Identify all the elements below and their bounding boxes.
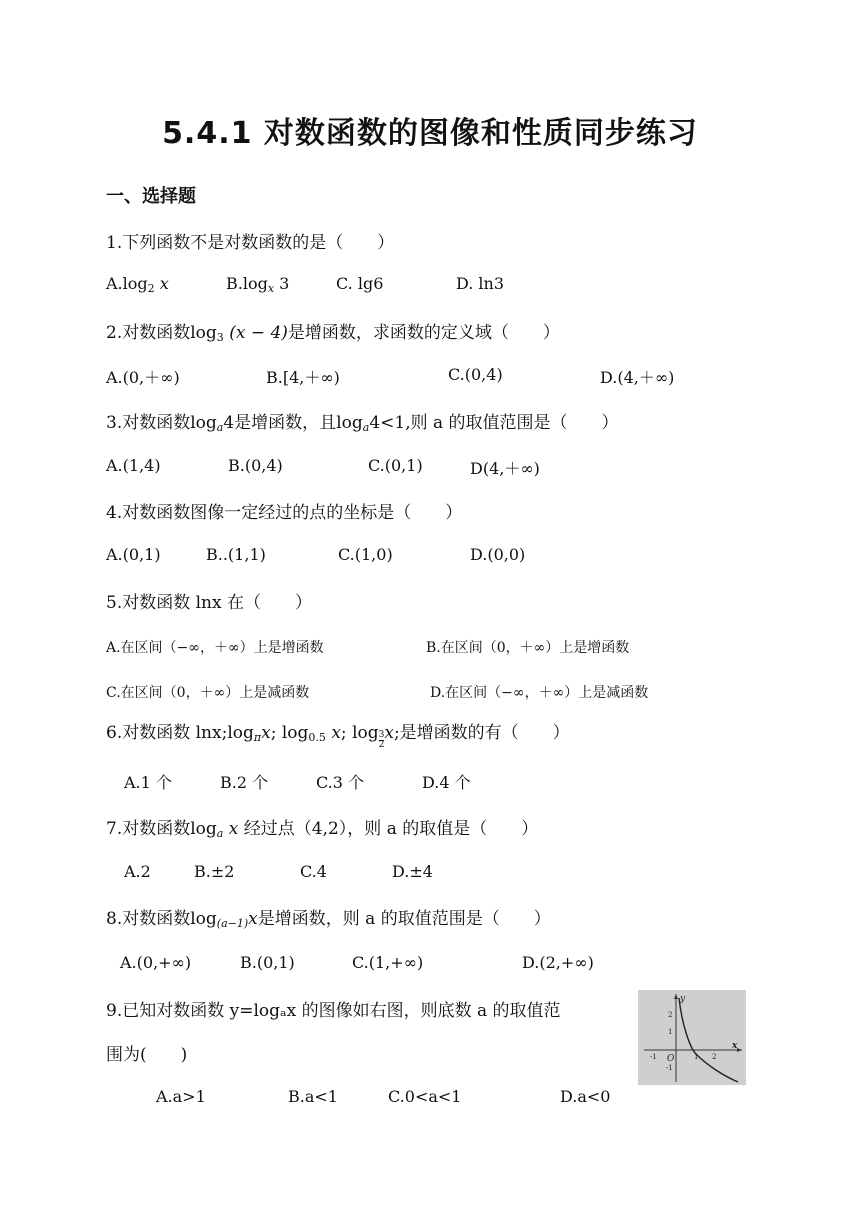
stem-text: 8.对数函数 [106, 909, 191, 929]
y-tick-1: 1 [668, 1028, 673, 1036]
q9-option-a[interactable]: A.a>1 [156, 1087, 206, 1106]
log-argument: x [261, 723, 271, 743]
log-symbol: log [336, 413, 363, 433]
q8-option-b[interactable]: B.(0,1) [240, 953, 295, 972]
question-1: 1.下列函数不是对数函数的是（ ） [106, 233, 395, 253]
log-base: x [267, 282, 275, 295]
fraction-numerator: 3 [378, 730, 385, 740]
log-function-graph [638, 990, 746, 1085]
log-argument: x [228, 819, 239, 839]
q8-option-c[interactable]: C.(1,+∞) [352, 953, 424, 972]
q3-option-d[interactable]: D(4,＋∞) [470, 459, 540, 478]
q1-option-c[interactable]: C. lg6 [336, 274, 384, 293]
option-letter: A. [106, 274, 123, 293]
q5-option-b[interactable]: B.在区间（0，＋∞）上是增函数 [426, 640, 630, 656]
fraction-denominator: 2 [378, 740, 385, 750]
q7-option-b[interactable]: B.±2 [194, 862, 235, 881]
log-base: 3 [216, 331, 224, 344]
question-9-line-1: 9.已知对数函数 y=logₐx 的图像如右图，则底数 a 的取值范 [106, 1001, 561, 1021]
section-heading: 一、选择题 [106, 186, 196, 207]
y-tick-minus-1: -1 [666, 1064, 673, 1072]
q7-option-c[interactable]: C.4 [300, 862, 327, 881]
stem-text: ;是增函数的有（ ） [393, 723, 570, 743]
log-symbol: log [190, 819, 217, 839]
stem-text: 3.对数函数 [106, 413, 191, 433]
stem-text: 2.对数函数 [106, 323, 191, 343]
stem-text: 是增函数，则 a 的取值范围是（ ） [257, 909, 551, 929]
q1-option-b[interactable] [226, 274, 289, 295]
x-axis-label: x [732, 1041, 738, 1051]
y-tick-2: 2 [668, 1011, 673, 1019]
log-argument: x [248, 909, 258, 929]
q7-option-d[interactable]: D.±4 [392, 862, 433, 881]
question-4: 4.对数函数图像一定经过的点的坐标是（ ） [106, 503, 463, 523]
stem-text: 7.对数函数 [106, 819, 191, 839]
q2-option-b[interactable]: B.[4,＋∞) [266, 368, 340, 387]
q9-option-d[interactable]: D.a<0 [560, 1087, 611, 1106]
log-argument: 3 [279, 274, 290, 293]
stem-text: 6.对数函数 lnx; [106, 723, 228, 743]
question-5: 5.对数函数 lnx 在（ ） [106, 593, 313, 613]
log-base: (a−1) [216, 917, 249, 930]
q1-option-a[interactable] [106, 274, 169, 295]
q2-option-a[interactable]: A.(0,＋∞) [106, 368, 180, 387]
y-axis-label: y [680, 994, 686, 1004]
x-tick-minus-1: -1 [650, 1053, 657, 1061]
q8-option-d[interactable]: D.(2,+∞) [522, 953, 594, 972]
question-3 [106, 408, 619, 434]
log-base: a [362, 421, 370, 434]
log-base: 0.5 [308, 731, 326, 744]
log-symbol: log [242, 274, 268, 293]
stem-text: 4是增函数，且 [223, 413, 337, 433]
log-symbol: log [122, 274, 148, 293]
x-tick-1: 1 [694, 1053, 699, 1061]
question-2 [106, 318, 560, 344]
page-title: 5.4.1 对数函数的图像和性质同步练习 [162, 116, 698, 151]
graph-background [638, 990, 746, 1085]
q3-option-b[interactable]: B.(0,4) [228, 456, 283, 475]
q1-option-d[interactable]: D. ln3 [456, 274, 505, 293]
option-letter: B. [226, 274, 243, 293]
q5-option-c[interactable]: C.在区间（0，＋∞）上是减函数 [106, 685, 310, 701]
q4-option-c[interactable]: C.(1,0) [338, 545, 393, 564]
q9-option-b[interactable]: B.a<1 [288, 1087, 338, 1106]
log-symbol: log [190, 909, 217, 929]
log-symbol: log [227, 723, 254, 743]
q4-option-d[interactable]: D.(0,0) [470, 545, 526, 564]
log-base: π [253, 731, 262, 744]
q4-option-a[interactable]: A.(0,1) [106, 545, 161, 564]
log-argument: x [384, 723, 394, 743]
log-symbol: log [190, 323, 217, 343]
log-argument: x [159, 274, 169, 293]
q8-option-a[interactable]: A.(0,+∞) [120, 953, 192, 972]
stem-text: 经过点（4,2），则 a 的取值是（ ） [238, 819, 539, 839]
question-7 [106, 814, 538, 840]
q6-option-d[interactable]: D.4 个 [422, 773, 471, 792]
q6-option-b[interactable]: B.2 个 [220, 773, 269, 792]
q7-option-a[interactable]: A.2 [124, 862, 151, 881]
stem-text: 4<1,则 a 的取值范围是（ ） [369, 413, 619, 433]
q9-option-c[interactable]: C.0<a<1 [388, 1087, 462, 1106]
log-symbol: log [190, 413, 217, 433]
q3-option-c[interactable]: C.(0,1) [368, 456, 423, 475]
log-base: a [216, 827, 224, 840]
q2-option-d[interactable]: D.(4,＋∞) [600, 368, 675, 387]
x-tick-2: 2 [712, 1053, 717, 1061]
log-argument: x [331, 723, 341, 743]
q6-option-a[interactable]: A.1 个 [124, 773, 172, 792]
log-symbol: log [352, 723, 379, 743]
log-symbol: log [281, 723, 309, 743]
q3-option-a[interactable]: A.(1,4) [106, 456, 161, 475]
q4-option-b[interactable]: B..(1,1) [206, 545, 266, 564]
question-8 [106, 904, 551, 930]
question-9-line-2: 围为( ) [106, 1045, 188, 1065]
log-base: a [216, 421, 224, 434]
q6-option-c[interactable]: C.3 个 [316, 773, 365, 792]
stem-text: 是增函数，求函数的定义域（ ） [287, 323, 560, 343]
log-base: 2 [147, 282, 155, 295]
question-6: 6.对数函数 $\ln x;\log_\pi x$; $\log_{0.5} x$; log $\frac{3}{2}$ x;是增函数的有（ ） [106, 723, 570, 750]
log-argument: (x − 4) [229, 323, 288, 343]
q5-option-d[interactable]: D.在区间（−∞，＋∞）上是减函数 [430, 685, 649, 701]
q2-option-c[interactable]: C.(0,4) [448, 365, 503, 384]
q5-option-a[interactable]: A.在区间（−∞，＋∞）上是增函数 [106, 640, 324, 656]
origin-label: O [667, 1054, 675, 1064]
